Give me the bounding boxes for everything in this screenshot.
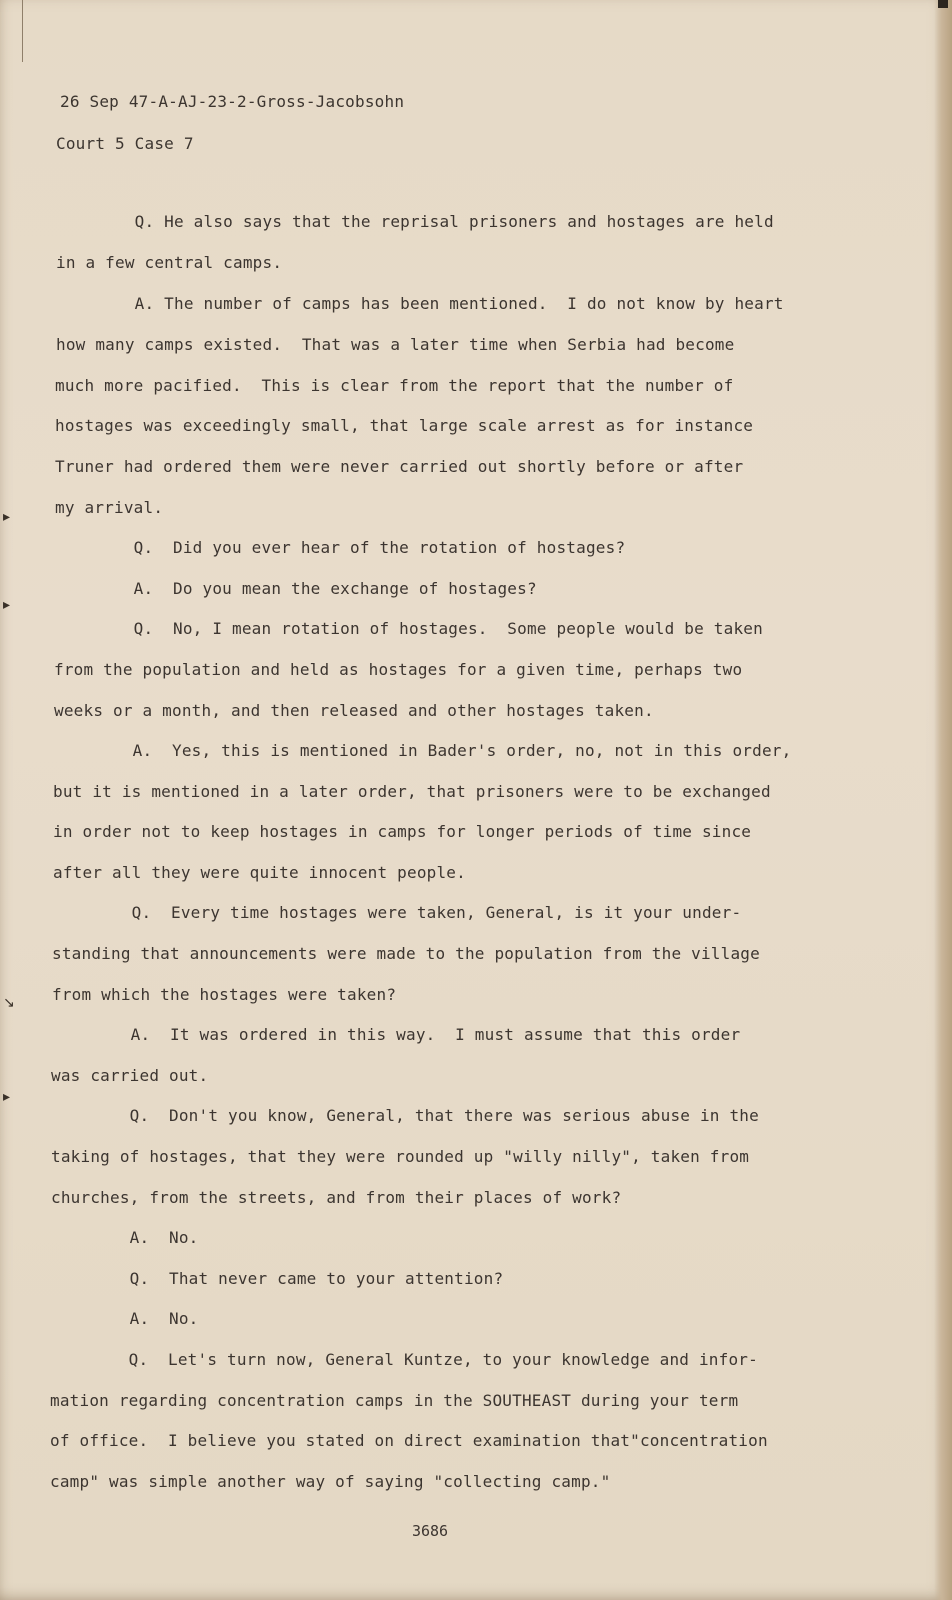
margin-rule [22, 0, 23, 62]
corner-mark [938, 0, 948, 8]
header-line: 26 Sep 47-A-AJ-23-2-Gross-Jacobsohn [60, 92, 405, 111]
text-line: camp" was simple another way of saying "collecting camp." [50, 1472, 611, 1491]
text-line: Q. Don't you know, General, that there was serious abuse in the [51, 1106, 759, 1125]
header-line: Court 5 Case 7 [56, 134, 194, 153]
text-line: from which the hostages were taken? [52, 985, 397, 1004]
text-line: after all they were quite innocent people. [53, 863, 466, 882]
text-line: Q. Did you ever hear of the rotation of hostages? [55, 538, 626, 557]
text-line: hostages was exceedingly small, that large scale arrest as for instance [55, 416, 754, 435]
text-line: A. The number of camps has been mentioned. I do not know by heart [56, 294, 784, 313]
text-line: much more pacified. This is clear from the report that the number of [55, 376, 734, 395]
text-line: Q. That never came to your attention? [51, 1269, 504, 1288]
margin-mark: ▸ [3, 1089, 11, 1105]
text-line: in order not to keep hostages in camps for longer periods of time since [53, 822, 752, 841]
text-line: A. Yes, this is mentioned in Bader's order, no, not in this order, [54, 741, 792, 760]
text-line: churches, from the streets, and from their places of work? [51, 1188, 622, 1207]
text-line: Q. He also says that the reprisal prisoners and hostages are held [56, 212, 774, 231]
text-line: weeks or a month, and then released and other hostages taken. [54, 701, 654, 720]
text-line: my arrival. [55, 498, 164, 517]
text-line: A. It was ordered in this way. I must assume that this order [52, 1025, 741, 1044]
text-line: A. No. [51, 1228, 199, 1247]
text-line: A. Do you mean the exchange of hostages? [55, 579, 537, 598]
text-line: standing that announcements were made to the population from the village [52, 944, 760, 963]
page-edge-shadow [934, 0, 952, 1600]
text-line: how many camps existed. That was a later time when Serbia had become [56, 335, 735, 354]
text-line: in a few central camps. [56, 253, 283, 272]
margin-mark: ↘ [3, 995, 15, 1011]
text-line: from the population and held as hostages for a given time, perhaps two [54, 660, 743, 679]
text-line: of office. I believe you stated on direct examination that"concentration [50, 1431, 768, 1450]
text-line: Q. No, I mean rotation of hostages. Some people would be taken [55, 619, 763, 638]
text-line: Q. Let's turn now, General Kuntze, to your knowledge and infor- [50, 1350, 758, 1369]
text-line: mation regarding concentration camps in the SOUTHEAST during your term [50, 1391, 739, 1410]
text-line: A. No. [51, 1309, 199, 1328]
text-line: but it is mentioned in a later order, that prisoners were to be exchanged [53, 782, 771, 801]
text-line: Truner had ordered them were never carried out shortly before or after [55, 457, 744, 476]
text-line: was carried out. [51, 1066, 209, 1085]
margin-mark: ▸ [3, 597, 11, 613]
margin-mark: ▸ [3, 509, 11, 525]
text-line: Q. Every time hostages were taken, General, is it your under- [53, 903, 742, 922]
page-number: 3686 [411, 1522, 449, 1540]
text-line: taking of hostages, that they were rounded up "willy nilly", taken from [51, 1147, 750, 1166]
